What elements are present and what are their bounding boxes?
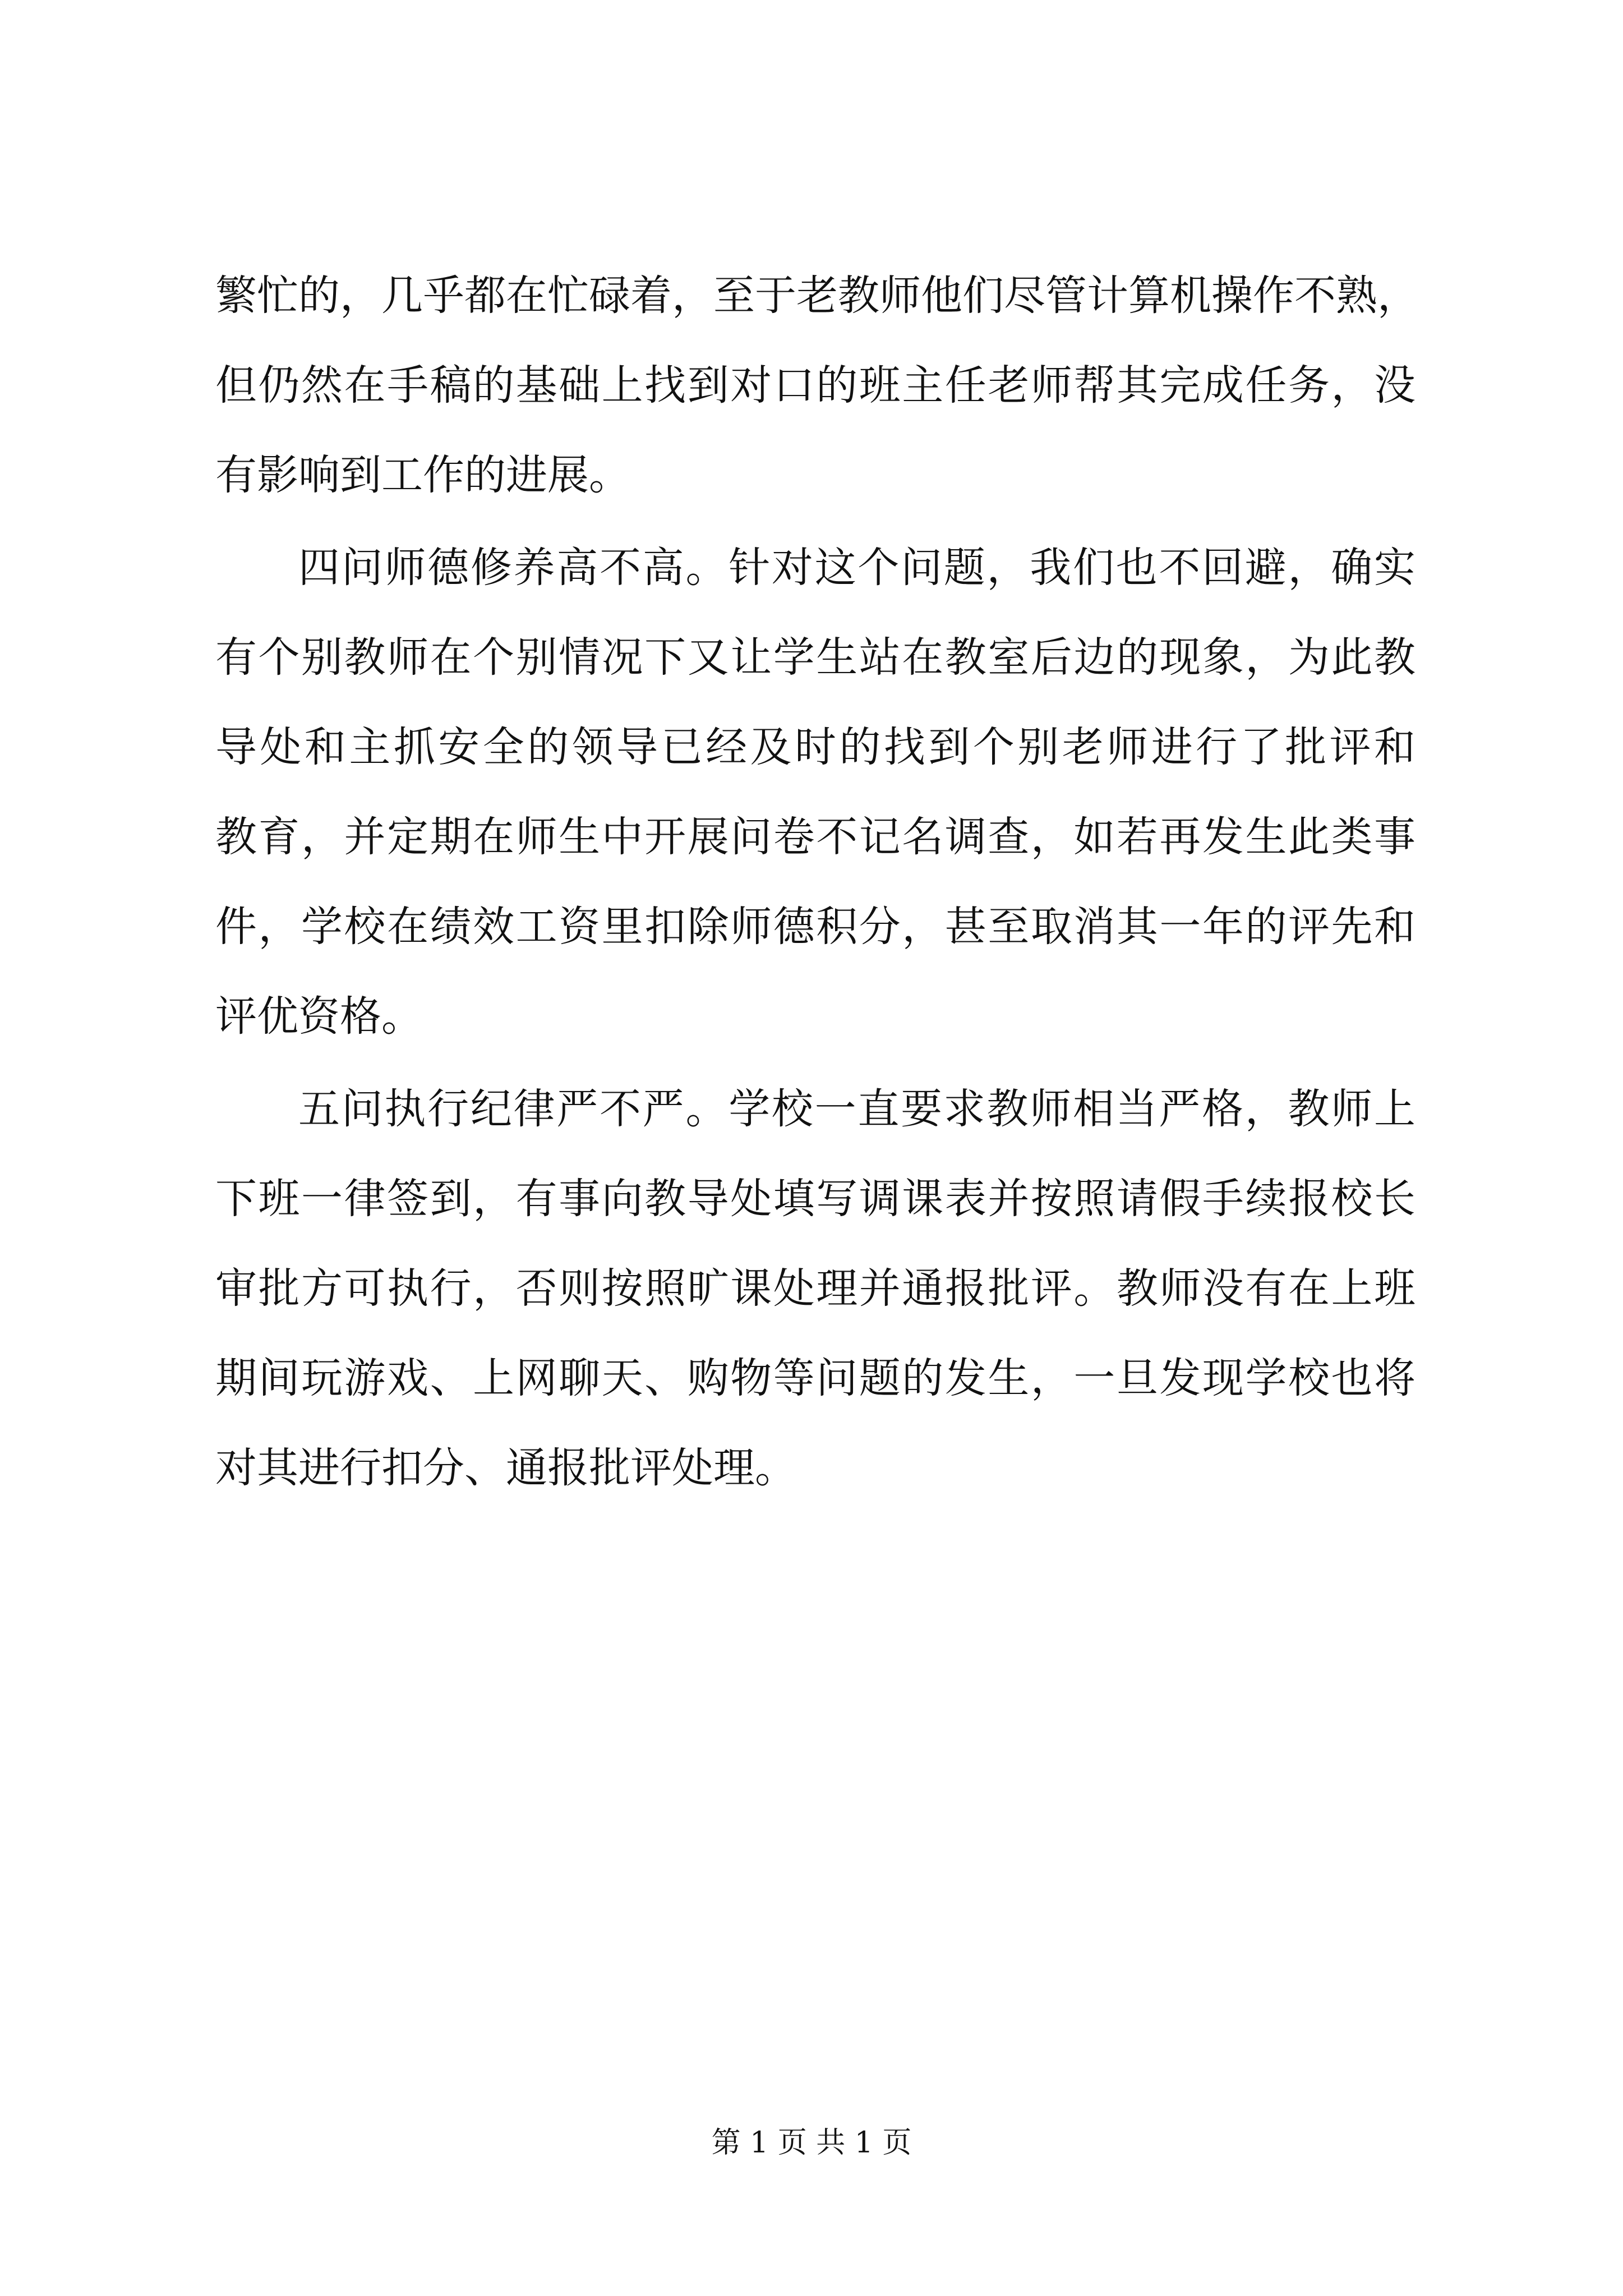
page-number-label: 第 1 页 共 1 页 xyxy=(711,2126,912,2160)
paragraph-line: 有个别教师在个别情况下又让学生站在教室后边的现象，为此教 xyxy=(215,633,1415,682)
paragraph-line: 四问师德修养高不高。针对这个问题，我们也不回避，确实 xyxy=(298,544,1415,592)
paragraph-1 xyxy=(215,251,1419,520)
paragraph-line: 但仍然在手稿的基础上找到对口的班主任老师帮其完成任务，没 xyxy=(215,361,1415,409)
paragraph-line: 件，学校在绩效工资里扣除师德积分，甚至取消其一年的评先和 xyxy=(215,903,1415,951)
page-footer xyxy=(0,2120,1623,2165)
paragraph-line: 导处和主抓安全的领导已经及时的找到个别老师进行了批评和 xyxy=(215,723,1415,771)
paragraph-3 xyxy=(215,1064,1415,1513)
document-body xyxy=(215,251,1419,1513)
paragraph-line: 教育，并定期在师生中开展问卷不记名调查，如若再发生此类事 xyxy=(215,813,1415,861)
paragraph-line: 评优资格。 xyxy=(215,992,423,1041)
paragraph-line: 审批方可执行，否则按照旷课处理并通报批评。教师没有在上班 xyxy=(215,1264,1415,1313)
paragraph-2 xyxy=(215,523,1415,1061)
paragraph-line: 期间玩游戏、上网聊天、购物等问题的发生，一旦发现学校也将 xyxy=(215,1354,1415,1402)
paragraph-line: 对其进行扣分、通报批评处理。 xyxy=(215,1444,796,1492)
paragraph-line: 繁忙的，几乎都在忙碌着，至于老教师他们尽管计算机操作不熟， xyxy=(215,272,1419,320)
paragraph-line: 五问执行纪律严不严。学校一直要求教师相当严格，教师上 xyxy=(298,1085,1415,1133)
paragraph-line: 有影响到工作的进展。 xyxy=(215,451,630,499)
paragraph-line: 下班一律签到，有事向教导处填写调课表并按照请假手续报校长 xyxy=(215,1175,1415,1223)
